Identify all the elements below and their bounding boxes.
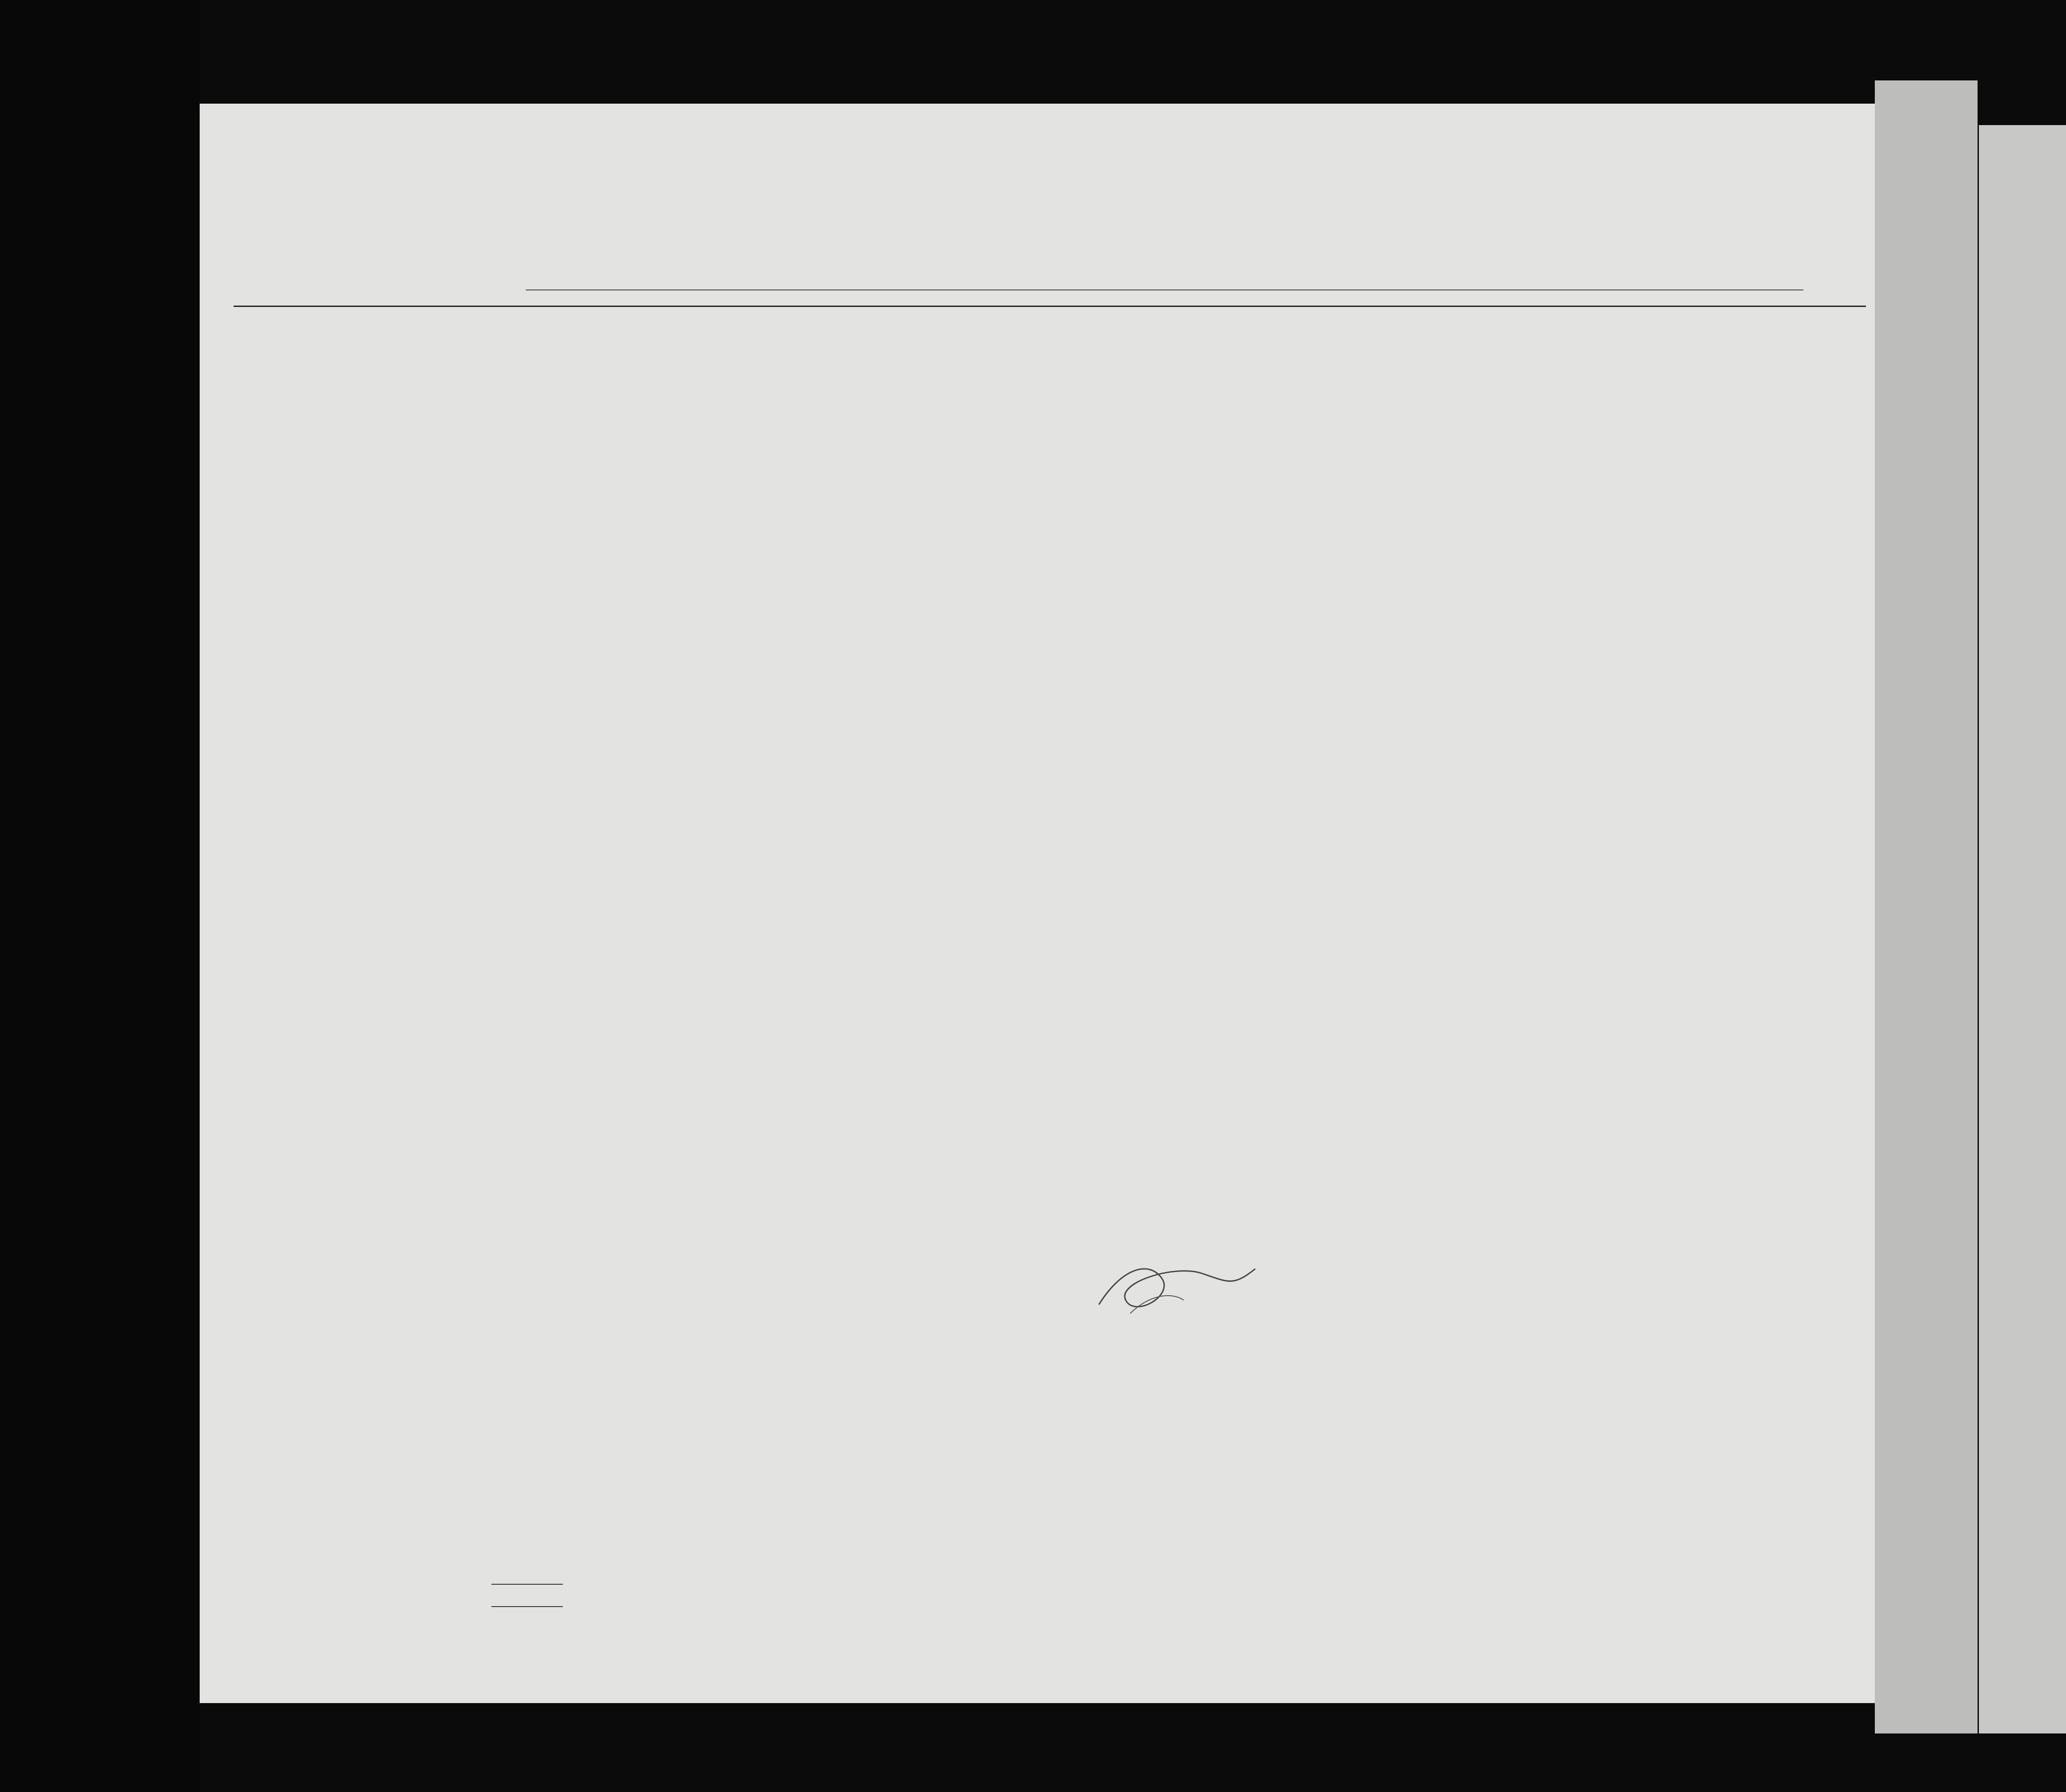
table-top-border bbox=[234, 306, 1866, 1633]
manifest-sheet-right bbox=[1782, 104, 1875, 1703]
totals-rule-1 bbox=[491, 1584, 563, 1585]
inspector-signature bbox=[1085, 1251, 1336, 1322]
adjacent-sheet-edge-2 bbox=[1979, 125, 2066, 1733]
manifest-sheet bbox=[200, 104, 1875, 1703]
scan-border-left bbox=[0, 0, 200, 1792]
adjacent-sheet-edge bbox=[1875, 80, 1978, 1733]
totals-rule-2 bbox=[491, 1606, 563, 1607]
